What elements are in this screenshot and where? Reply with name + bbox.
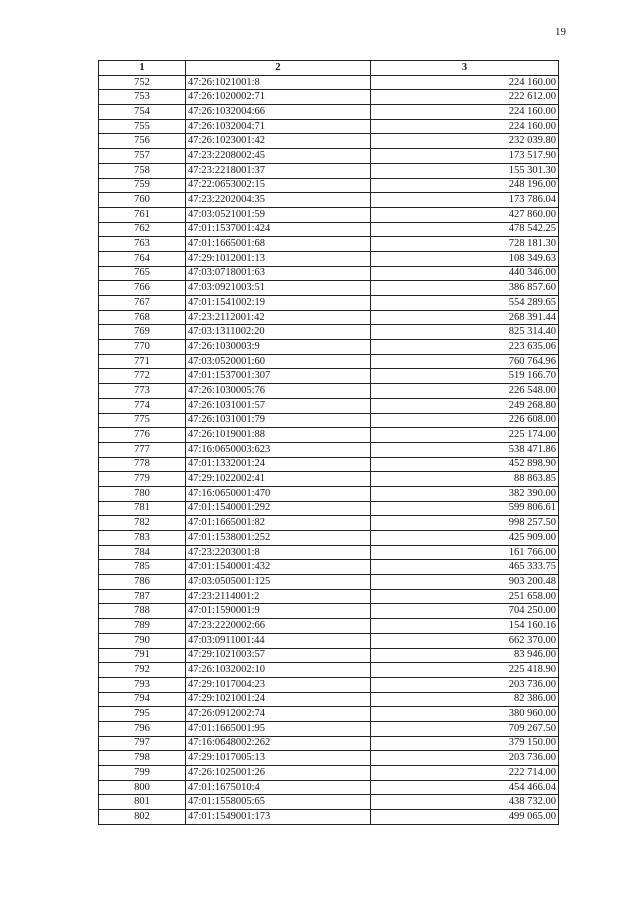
cadastral-number-cell: 47:26:1019001:88 <box>186 428 371 443</box>
value-cell: 268 391.44 <box>371 310 559 325</box>
table-row <box>99 721 559 736</box>
cadastral-number-cell: 47:29:1017004:23 <box>186 677 371 692</box>
cadastral-number-cell: 47:01:1665001:82 <box>186 516 371 531</box>
cadastral-number-cell: 47:03:0521001:59 <box>186 207 371 222</box>
cadastral-number-cell: 47:22:0653002:15 <box>186 178 371 193</box>
row-number-cell: 777 <box>99 442 186 457</box>
row-number-cell: 763 <box>99 237 186 252</box>
cadastral-number-cell: 47:01:1537001:307 <box>186 369 371 384</box>
row-number-cell: 754 <box>99 105 186 120</box>
cadastral-number-cell: 47:03:0921003:51 <box>186 281 371 296</box>
row-number-cell: 793 <box>99 677 186 692</box>
value-cell: 538 471.86 <box>371 442 559 457</box>
table-row <box>99 457 559 472</box>
value-cell: 232 039.80 <box>371 134 559 149</box>
table-row <box>99 163 559 178</box>
cadastral-number-cell: 47:01:1549001:173 <box>186 810 371 825</box>
table-row <box>99 633 559 648</box>
cadastral-number-cell: 47:26:1032004:71 <box>186 119 371 134</box>
cadastral-number-cell: 47:01:1665001:68 <box>186 237 371 252</box>
value-cell: 82 386.00 <box>371 692 559 707</box>
table-row <box>99 428 559 443</box>
value-cell: 454 466.04 <box>371 780 559 795</box>
value-cell: 662 370.00 <box>371 633 559 648</box>
table-row <box>99 296 559 311</box>
row-number-cell: 775 <box>99 413 186 428</box>
table-body <box>99 75 559 824</box>
value-cell: 452 898.90 <box>371 457 559 472</box>
row-number-cell: 787 <box>99 589 186 604</box>
cadastral-number-cell: 47:01:1675010:4 <box>186 780 371 795</box>
cadastral-number-cell: 47:26:1031001:79 <box>186 413 371 428</box>
value-cell: 386 857.60 <box>371 281 559 296</box>
cadastral-number-cell: 47:26:1030003:9 <box>186 340 371 355</box>
row-number-cell: 773 <box>99 384 186 399</box>
row-number-cell: 756 <box>99 134 186 149</box>
row-number-cell: 796 <box>99 721 186 736</box>
table-row <box>99 486 559 501</box>
row-number-cell: 783 <box>99 531 186 546</box>
row-number-cell: 770 <box>99 340 186 355</box>
value-cell: 155 301.30 <box>371 163 559 178</box>
row-number-cell: 786 <box>99 575 186 590</box>
table-row <box>99 251 559 266</box>
value-cell: 998 257.50 <box>371 516 559 531</box>
row-number-cell: 755 <box>99 119 186 134</box>
table-row <box>99 340 559 355</box>
table-header-row <box>99 61 559 76</box>
table-row <box>99 501 559 516</box>
row-number-cell: 759 <box>99 178 186 193</box>
column-header-cadastral-number: 2 <box>186 61 371 76</box>
cadastral-number-cell: 47:26:0912002:74 <box>186 707 371 722</box>
table-row <box>99 369 559 384</box>
table-row <box>99 472 559 487</box>
table-row <box>99 281 559 296</box>
cadastral-number-cell: 47:26:1020002:71 <box>186 90 371 105</box>
value-cell: 154 160.16 <box>371 619 559 634</box>
value-cell: 203 736.00 <box>371 677 559 692</box>
row-number-cell: 752 <box>99 75 186 90</box>
cadastral-value-table <box>98 60 559 825</box>
cadastral-number-cell: 47:23:2202004:35 <box>186 193 371 208</box>
cadastral-number-cell: 47:26:1032002:10 <box>186 663 371 678</box>
table-row <box>99 413 559 428</box>
row-number-cell: 766 <box>99 281 186 296</box>
value-cell: 222 612.00 <box>371 90 559 105</box>
value-cell: 425 909.00 <box>371 531 559 546</box>
value-cell: 427 860.00 <box>371 207 559 222</box>
cadastral-number-cell: 47:01:1537001:424 <box>186 222 371 237</box>
table-row <box>99 780 559 795</box>
value-cell: 224 160.00 <box>371 105 559 120</box>
table-row <box>99 75 559 90</box>
table-row <box>99 90 559 105</box>
table-row <box>99 648 559 663</box>
value-cell: 903 200.48 <box>371 575 559 590</box>
value-cell: 226 548.00 <box>371 384 559 399</box>
row-number-cell: 780 <box>99 486 186 501</box>
value-cell: 222 714.00 <box>371 766 559 781</box>
value-cell: 203 736.00 <box>371 751 559 766</box>
value-cell: 108 349.63 <box>371 251 559 266</box>
row-number-cell: 801 <box>99 795 186 810</box>
table-row <box>99 810 559 825</box>
table-row <box>99 325 559 340</box>
table-row <box>99 222 559 237</box>
value-cell: 379 150.00 <box>371 736 559 751</box>
row-number-cell: 795 <box>99 707 186 722</box>
row-number-cell: 764 <box>99 251 186 266</box>
table-row <box>99 237 559 252</box>
cadastral-number-cell: 47:16:0648002:262 <box>186 736 371 751</box>
cadastral-number-cell: 47:01:1541002:19 <box>186 296 371 311</box>
table-row <box>99 105 559 120</box>
cadastral-number-cell: 47:03:0911001:44 <box>186 633 371 648</box>
cadastral-number-cell: 47:03:0718001:63 <box>186 266 371 281</box>
cadastral-number-cell: 47:26:1025001:26 <box>186 766 371 781</box>
cadastral-number-cell: 47:23:2218001:37 <box>186 163 371 178</box>
row-number-cell: 791 <box>99 648 186 663</box>
row-number-cell: 762 <box>99 222 186 237</box>
cadastral-number-cell: 47:01:1540001:432 <box>186 560 371 575</box>
value-cell: 440 346.00 <box>371 266 559 281</box>
table-row <box>99 442 559 457</box>
cadastral-number-cell: 47:23:2112001:42 <box>186 310 371 325</box>
table-row <box>99 589 559 604</box>
value-cell: 465 333.75 <box>371 560 559 575</box>
table-row <box>99 516 559 531</box>
table-row <box>99 795 559 810</box>
row-number-cell: 788 <box>99 604 186 619</box>
table-row <box>99 193 559 208</box>
table-row <box>99 677 559 692</box>
cadastral-number-cell: 47:03:0505001:125 <box>186 575 371 590</box>
value-cell: 728 181.30 <box>371 237 559 252</box>
value-cell: 226 608.00 <box>371 413 559 428</box>
value-cell: 83 946.00 <box>371 648 559 663</box>
row-number-cell: 778 <box>99 457 186 472</box>
row-number-cell: 785 <box>99 560 186 575</box>
cadastral-number-cell: 47:23:2203001:8 <box>186 545 371 560</box>
row-number-cell: 792 <box>99 663 186 678</box>
table-row <box>99 766 559 781</box>
cadastral-number-cell: 47:26:1021001:8 <box>186 75 371 90</box>
table-row <box>99 575 559 590</box>
table-row <box>99 604 559 619</box>
table-row <box>99 663 559 678</box>
row-number-cell: 799 <box>99 766 186 781</box>
row-number-cell: 781 <box>99 501 186 516</box>
value-cell: 224 160.00 <box>371 119 559 134</box>
table-row <box>99 384 559 399</box>
table-row <box>99 531 559 546</box>
row-number-cell: 794 <box>99 692 186 707</box>
table-row <box>99 149 559 164</box>
table-row <box>99 707 559 722</box>
cadastral-number-cell: 47:26:1023001:42 <box>186 134 371 149</box>
value-cell: 223 635.06 <box>371 340 559 355</box>
cadastral-number-cell: 47:01:1558005:65 <box>186 795 371 810</box>
value-cell: 709 267.50 <box>371 721 559 736</box>
row-number-cell: 774 <box>99 398 186 413</box>
table-row <box>99 751 559 766</box>
value-cell: 173 786.04 <box>371 193 559 208</box>
table-row <box>99 560 559 575</box>
row-number-cell: 802 <box>99 810 186 825</box>
row-number-cell: 798 <box>99 751 186 766</box>
table-row <box>99 178 559 193</box>
cadastral-number-cell: 47:26:1032004:66 <box>186 105 371 120</box>
cadastral-number-cell: 47:16:0650003:623 <box>186 442 371 457</box>
cadastral-number-cell: 47:26:1031001:57 <box>186 398 371 413</box>
cadastral-number-cell: 47:16:0650001:470 <box>186 486 371 501</box>
row-number-cell: 757 <box>99 149 186 164</box>
value-cell: 161 766.00 <box>371 545 559 560</box>
row-number-cell: 768 <box>99 310 186 325</box>
cadastral-number-cell: 47:29:1012001:13 <box>186 251 371 266</box>
value-cell: 225 418.90 <box>371 663 559 678</box>
row-number-cell: 800 <box>99 780 186 795</box>
row-number-cell: 784 <box>99 545 186 560</box>
row-number-cell: 779 <box>99 472 186 487</box>
cadastral-number-cell: 47:23:2220002:66 <box>186 619 371 634</box>
table-row <box>99 207 559 222</box>
table-row <box>99 310 559 325</box>
table-row <box>99 619 559 634</box>
page-number: 19 <box>555 26 566 38</box>
value-cell: 599 806.61 <box>371 501 559 516</box>
table-row <box>99 398 559 413</box>
cadastral-number-cell: 47:26:1030005:76 <box>186 384 371 399</box>
value-cell: 382 390.00 <box>371 486 559 501</box>
cadastral-number-cell: 47:03:0520001:60 <box>186 354 371 369</box>
row-number-cell: 760 <box>99 193 186 208</box>
row-number-cell: 772 <box>99 369 186 384</box>
value-cell: 225 174.00 <box>371 428 559 443</box>
value-cell: 478 542.25 <box>371 222 559 237</box>
cadastral-number-cell: 47:29:1022002:41 <box>186 472 371 487</box>
value-cell: 499 065.00 <box>371 810 559 825</box>
value-cell: 704 250.00 <box>371 604 559 619</box>
cadastral-number-cell: 47:01:1538001:252 <box>186 531 371 546</box>
row-number-cell: 771 <box>99 354 186 369</box>
table-row <box>99 736 559 751</box>
row-number-cell: 761 <box>99 207 186 222</box>
cadastral-number-cell: 47:01:1540001:292 <box>186 501 371 516</box>
value-cell: 249 268.80 <box>371 398 559 413</box>
row-number-cell: 790 <box>99 633 186 648</box>
row-number-cell: 797 <box>99 736 186 751</box>
column-header-value: 3 <box>371 61 559 76</box>
column-header-number: 1 <box>99 61 186 76</box>
value-cell: 554 289.65 <box>371 296 559 311</box>
row-number-cell: 767 <box>99 296 186 311</box>
cadastral-number-cell: 47:23:2208002:45 <box>186 149 371 164</box>
cadastral-number-cell: 47:29:1021003:57 <box>186 648 371 663</box>
cadastral-number-cell: 47:29:1021001:24 <box>186 692 371 707</box>
value-cell: 825 314.40 <box>371 325 559 340</box>
table-row <box>99 119 559 134</box>
row-number-cell: 776 <box>99 428 186 443</box>
table-row <box>99 545 559 560</box>
value-cell: 519 166.70 <box>371 369 559 384</box>
cadastral-number-cell: 47:29:1017005:13 <box>186 751 371 766</box>
table-row <box>99 134 559 149</box>
value-cell: 88 863.85 <box>371 472 559 487</box>
cadastral-number-cell: 47:23:2114001:2 <box>186 589 371 604</box>
cadastral-number-cell: 47:01:1665001:95 <box>186 721 371 736</box>
value-cell: 251 658.00 <box>371 589 559 604</box>
row-number-cell: 758 <box>99 163 186 178</box>
value-cell: 380 960.00 <box>371 707 559 722</box>
table-row <box>99 692 559 707</box>
value-cell: 173 517.90 <box>371 149 559 164</box>
cadastral-number-cell: 47:01:1590001:9 <box>186 604 371 619</box>
value-cell: 248 196.00 <box>371 178 559 193</box>
value-cell: 224 160.00 <box>371 75 559 90</box>
row-number-cell: 765 <box>99 266 186 281</box>
cadastral-number-cell: 47:03:1311002:20 <box>186 325 371 340</box>
cadastral-number-cell: 47:01:1332001:24 <box>186 457 371 472</box>
row-number-cell: 782 <box>99 516 186 531</box>
value-cell: 438 732.00 <box>371 795 559 810</box>
table-row <box>99 354 559 369</box>
row-number-cell: 769 <box>99 325 186 340</box>
row-number-cell: 789 <box>99 619 186 634</box>
row-number-cell: 753 <box>99 90 186 105</box>
table-row <box>99 266 559 281</box>
value-cell: 760 764.96 <box>371 354 559 369</box>
